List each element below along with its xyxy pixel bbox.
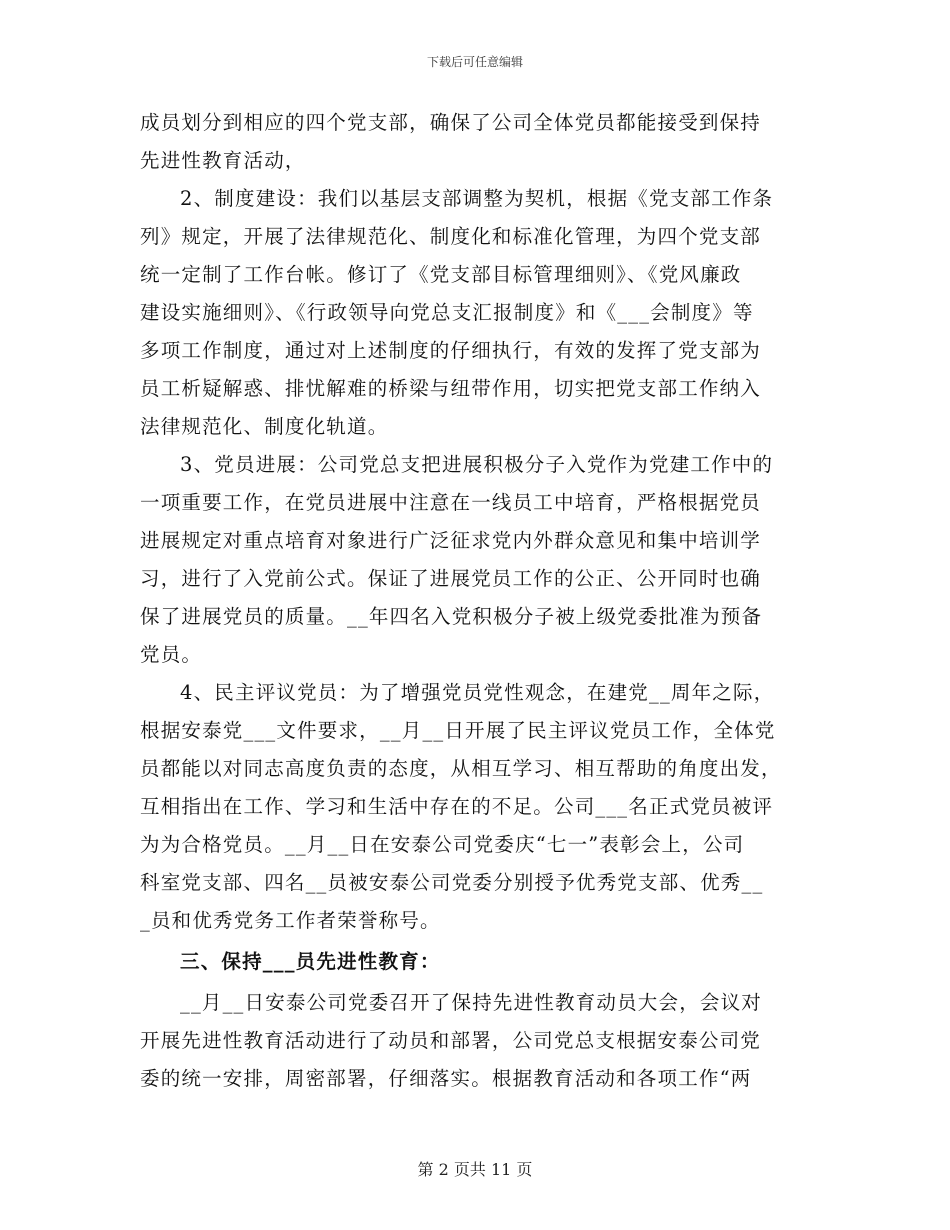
paragraph-line: 先进性教育活动， <box>140 149 306 172</box>
paragraph-line: 科室党支部、四名__员被安泰公司党委分别授予优秀党支部、优秀__ <box>140 871 764 894</box>
document-body <box>140 104 810 1098</box>
page-footer: 第 2 页共 11 页 <box>417 1160 533 1179</box>
paragraph-line: 党员。 <box>140 643 203 666</box>
paragraph-line: _员和优秀党务工作者荣誉称号。 <box>140 909 441 932</box>
paragraph-line: 3、党员进展：公司党总支把进展积极分子入党作为党建工作中的 <box>180 453 774 476</box>
paragraph-line: 进展规定对重点培育对象进行广泛征求党内外群众意见和集中培训学 <box>140 529 762 552</box>
paragraph-line: 4、民主评议党员：为了增强党员党性观念，在建党__周年之际， <box>180 681 775 704</box>
paragraph-line: 员工析疑解惑、排忧解难的桥梁与纽带作用，切实把党支部工作纳入 <box>140 377 762 400</box>
paragraph-line: 多项工作制度，通过对上述制度的仔细执行，有效的发挥了党支部为 <box>140 339 762 362</box>
paragraph-line: 开展先进性教育活动进行了动员和部署，公司党总支根据安泰公司党 <box>140 1029 762 1052</box>
paragraph-line: __月__日安泰公司党委召开了保持先进性教育动员大会，会议对 <box>180 991 763 1014</box>
paragraph-line: 根据安泰党___文件要求，__月__日开展了民主评议党员工作，全体党 <box>140 719 776 742</box>
section-heading: 三、保持___员先进性教育： <box>180 950 441 973</box>
paragraph-line: 2、制度建设：我们以基层支部调整为契机，根据《党支部工作条 <box>180 187 774 210</box>
paragraph-line: 法律规范化、制度化轨道。 <box>140 415 389 438</box>
paragraph-line: 成员划分到相应的四个党支部，确保了公司全体党员都能接受到保持 <box>140 111 762 134</box>
paragraph-line: 一项重要工作，在党员进展中注意在一线员工中培育，严格根据党员 <box>140 491 762 514</box>
paragraph-line: 互相指出在工作、学习和生活中存在的不足。公司___名正式党员被评 <box>140 795 774 818</box>
paragraph-line: 统一定制了工作台帐。修订了《党支部目标管理细则》、《党风廉政 <box>140 263 742 286</box>
paragraph-line: 习，进行了入党前公式。保证了进展党员工作的公正、公开同时也确 <box>140 567 762 590</box>
paragraph-line: 建设实施细则》、《行政领导向党总支汇报制度》和《___会制度》等 <box>140 301 754 324</box>
paragraph-line: 保了进展党员的质量。__年四名入党积极分子被上级党委批准为预备 <box>140 605 763 628</box>
paragraph-line: 员都能以对同志高度负责的态度，从相互学习、相互帮助的角度出发， <box>140 757 782 780</box>
paragraph-line: 委的统一安排，周密部署，仔细落实。根据教育活动和各项工作“两 <box>140 1067 752 1090</box>
paragraph-line: 为为合格党员。__月__日在安泰公司党委庆“七一”表彰会上，公司 <box>140 833 745 856</box>
page-header: 下载后可任意编辑 <box>426 55 523 69</box>
paragraph-line: 列》规定，开展了法律规范化、制度化和标准化管理，为四个党支部 <box>140 225 762 248</box>
